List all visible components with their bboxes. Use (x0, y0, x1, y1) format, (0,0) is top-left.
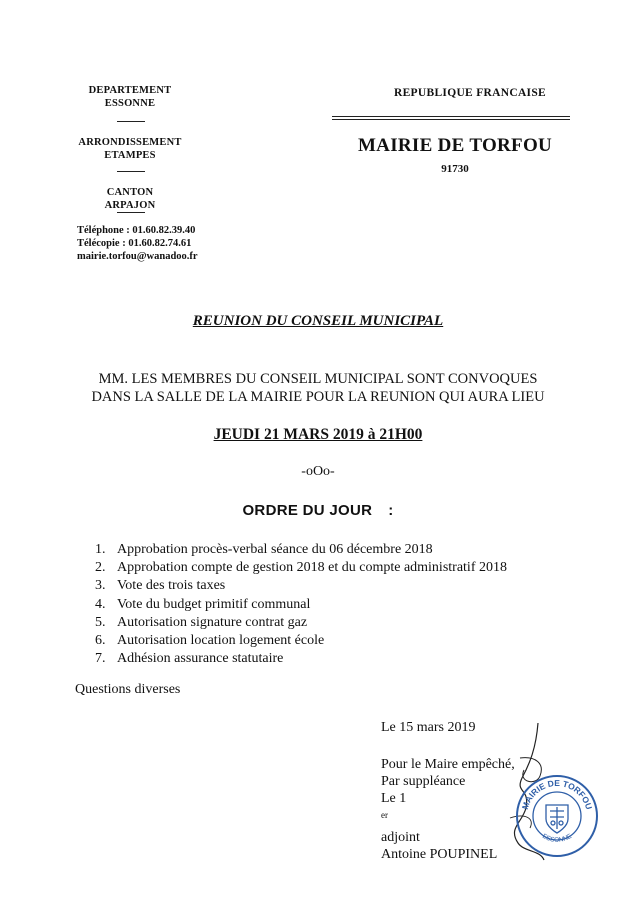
signature-date (381, 719, 475, 736)
stamp-top-text: MAIRIE DE TORFOU (519, 777, 595, 811)
signatory-name: Antoine POUPINEL (381, 846, 498, 862)
agenda-number: 1. (95, 542, 106, 557)
meeting-date: JEUDI 21 MARS 2019 à 21H00 (213, 426, 423, 443)
agenda-item (95, 577, 507, 595)
agenda-item (95, 632, 507, 650)
agenda-number: 2. (95, 560, 106, 576)
agenda-text: Adhésion assurance statutaire (117, 651, 284, 667)
canton-block (60, 186, 200, 212)
adjoint-prefix: Le 1 (381, 791, 407, 806)
arrondissement-block (60, 136, 200, 162)
postal-code: 91730 (441, 163, 469, 175)
header-divider (117, 171, 145, 172)
convocation-text (0, 370, 636, 406)
canton-value: ARPAJON (104, 200, 156, 211)
header-rule (332, 119, 570, 120)
signature-date-text: Le 15 mars 2019 (381, 720, 476, 735)
ordre-du-jour-label: ORDRE DU JOUR (242, 502, 373, 519)
agenda-text: Vote des trois taxes (117, 578, 226, 594)
agenda-text: Vote du budget primitif communal (117, 596, 311, 612)
crest-icon (546, 805, 568, 833)
convocation-line: DANS LA SALLE DE LA MAIRIE POUR LA REUNION QUI AURA LIEU (91, 389, 545, 405)
agenda-item (95, 541, 507, 559)
mairie-stamp (514, 773, 600, 859)
stamp-bottom-text: ESSONNE (540, 832, 574, 844)
agenda-item (95, 614, 507, 632)
signature-line: Pour le Maire empêché, (381, 757, 515, 772)
agenda-number: 3. (95, 578, 106, 594)
svg-text:ESSONNE (541, 833, 574, 844)
agenda-list (95, 541, 507, 668)
departement-value: ESSONNE (104, 98, 156, 109)
agenda-number: 4. (95, 596, 106, 612)
agenda-number: 5. (95, 614, 106, 630)
agenda-text: Autorisation location logement école (117, 633, 325, 649)
adjoint-line (381, 790, 515, 846)
arrondissement-value: ETAMPES (104, 150, 156, 161)
convocation-line: MM. LES MEMBRES DU CONSEIL MUNICIPAL SONT CONVOQUES (98, 371, 538, 387)
contact-block (77, 224, 198, 263)
agenda-item (95, 596, 507, 614)
arrondissement-label: ARRONDISSEMENT (78, 137, 182, 148)
header-divider (117, 212, 145, 213)
republique-label: REPUBLIQUE FRANCAISE (393, 87, 546, 99)
canton-label: CANTON (106, 187, 154, 198)
signature-line: Par suppléance (381, 774, 466, 789)
adjoint-sup: er (381, 810, 388, 820)
agenda-item (95, 650, 507, 668)
svg-text:MAIRIE DE TORFOU (520, 778, 594, 811)
agenda-text: Approbation compte de gestion 2018 et du compte administratif 2018 (117, 560, 507, 576)
email-address: mairie.torfou@wanadoo.fr (77, 251, 198, 262)
signature-block (381, 756, 515, 863)
header-divider (117, 121, 145, 122)
adjoint-suffix: adjoint (381, 829, 420, 845)
agenda-item (95, 559, 507, 577)
agenda-text: Approbation procès-verbal séance du 06 décembre 2018 (117, 542, 433, 557)
departement-label: DEPARTEMENT (88, 85, 172, 96)
questions-diverses: Questions diverses (75, 682, 181, 697)
departement-block (60, 84, 200, 110)
ordre-du-jour-colon: : (388, 502, 394, 519)
separator-ornament: -oOo- (301, 464, 335, 479)
agenda-number: 7. (95, 651, 106, 667)
telecopie: Télécopie : 01.60.82.74.61 (77, 238, 192, 249)
telephone: Téléphone : 01.60.82.39.40 (77, 225, 196, 236)
agenda-number: 6. (95, 633, 106, 649)
meeting-title: REUNION DU CONSEIL MUNICIPAL (192, 313, 444, 329)
mairie-title: MAIRIE DE TORFOU (357, 135, 553, 156)
ordre-du-jour-heading (0, 502, 636, 519)
header-rule (332, 116, 570, 117)
agenda-text: Autorisation signature contrat gaz (117, 614, 308, 630)
